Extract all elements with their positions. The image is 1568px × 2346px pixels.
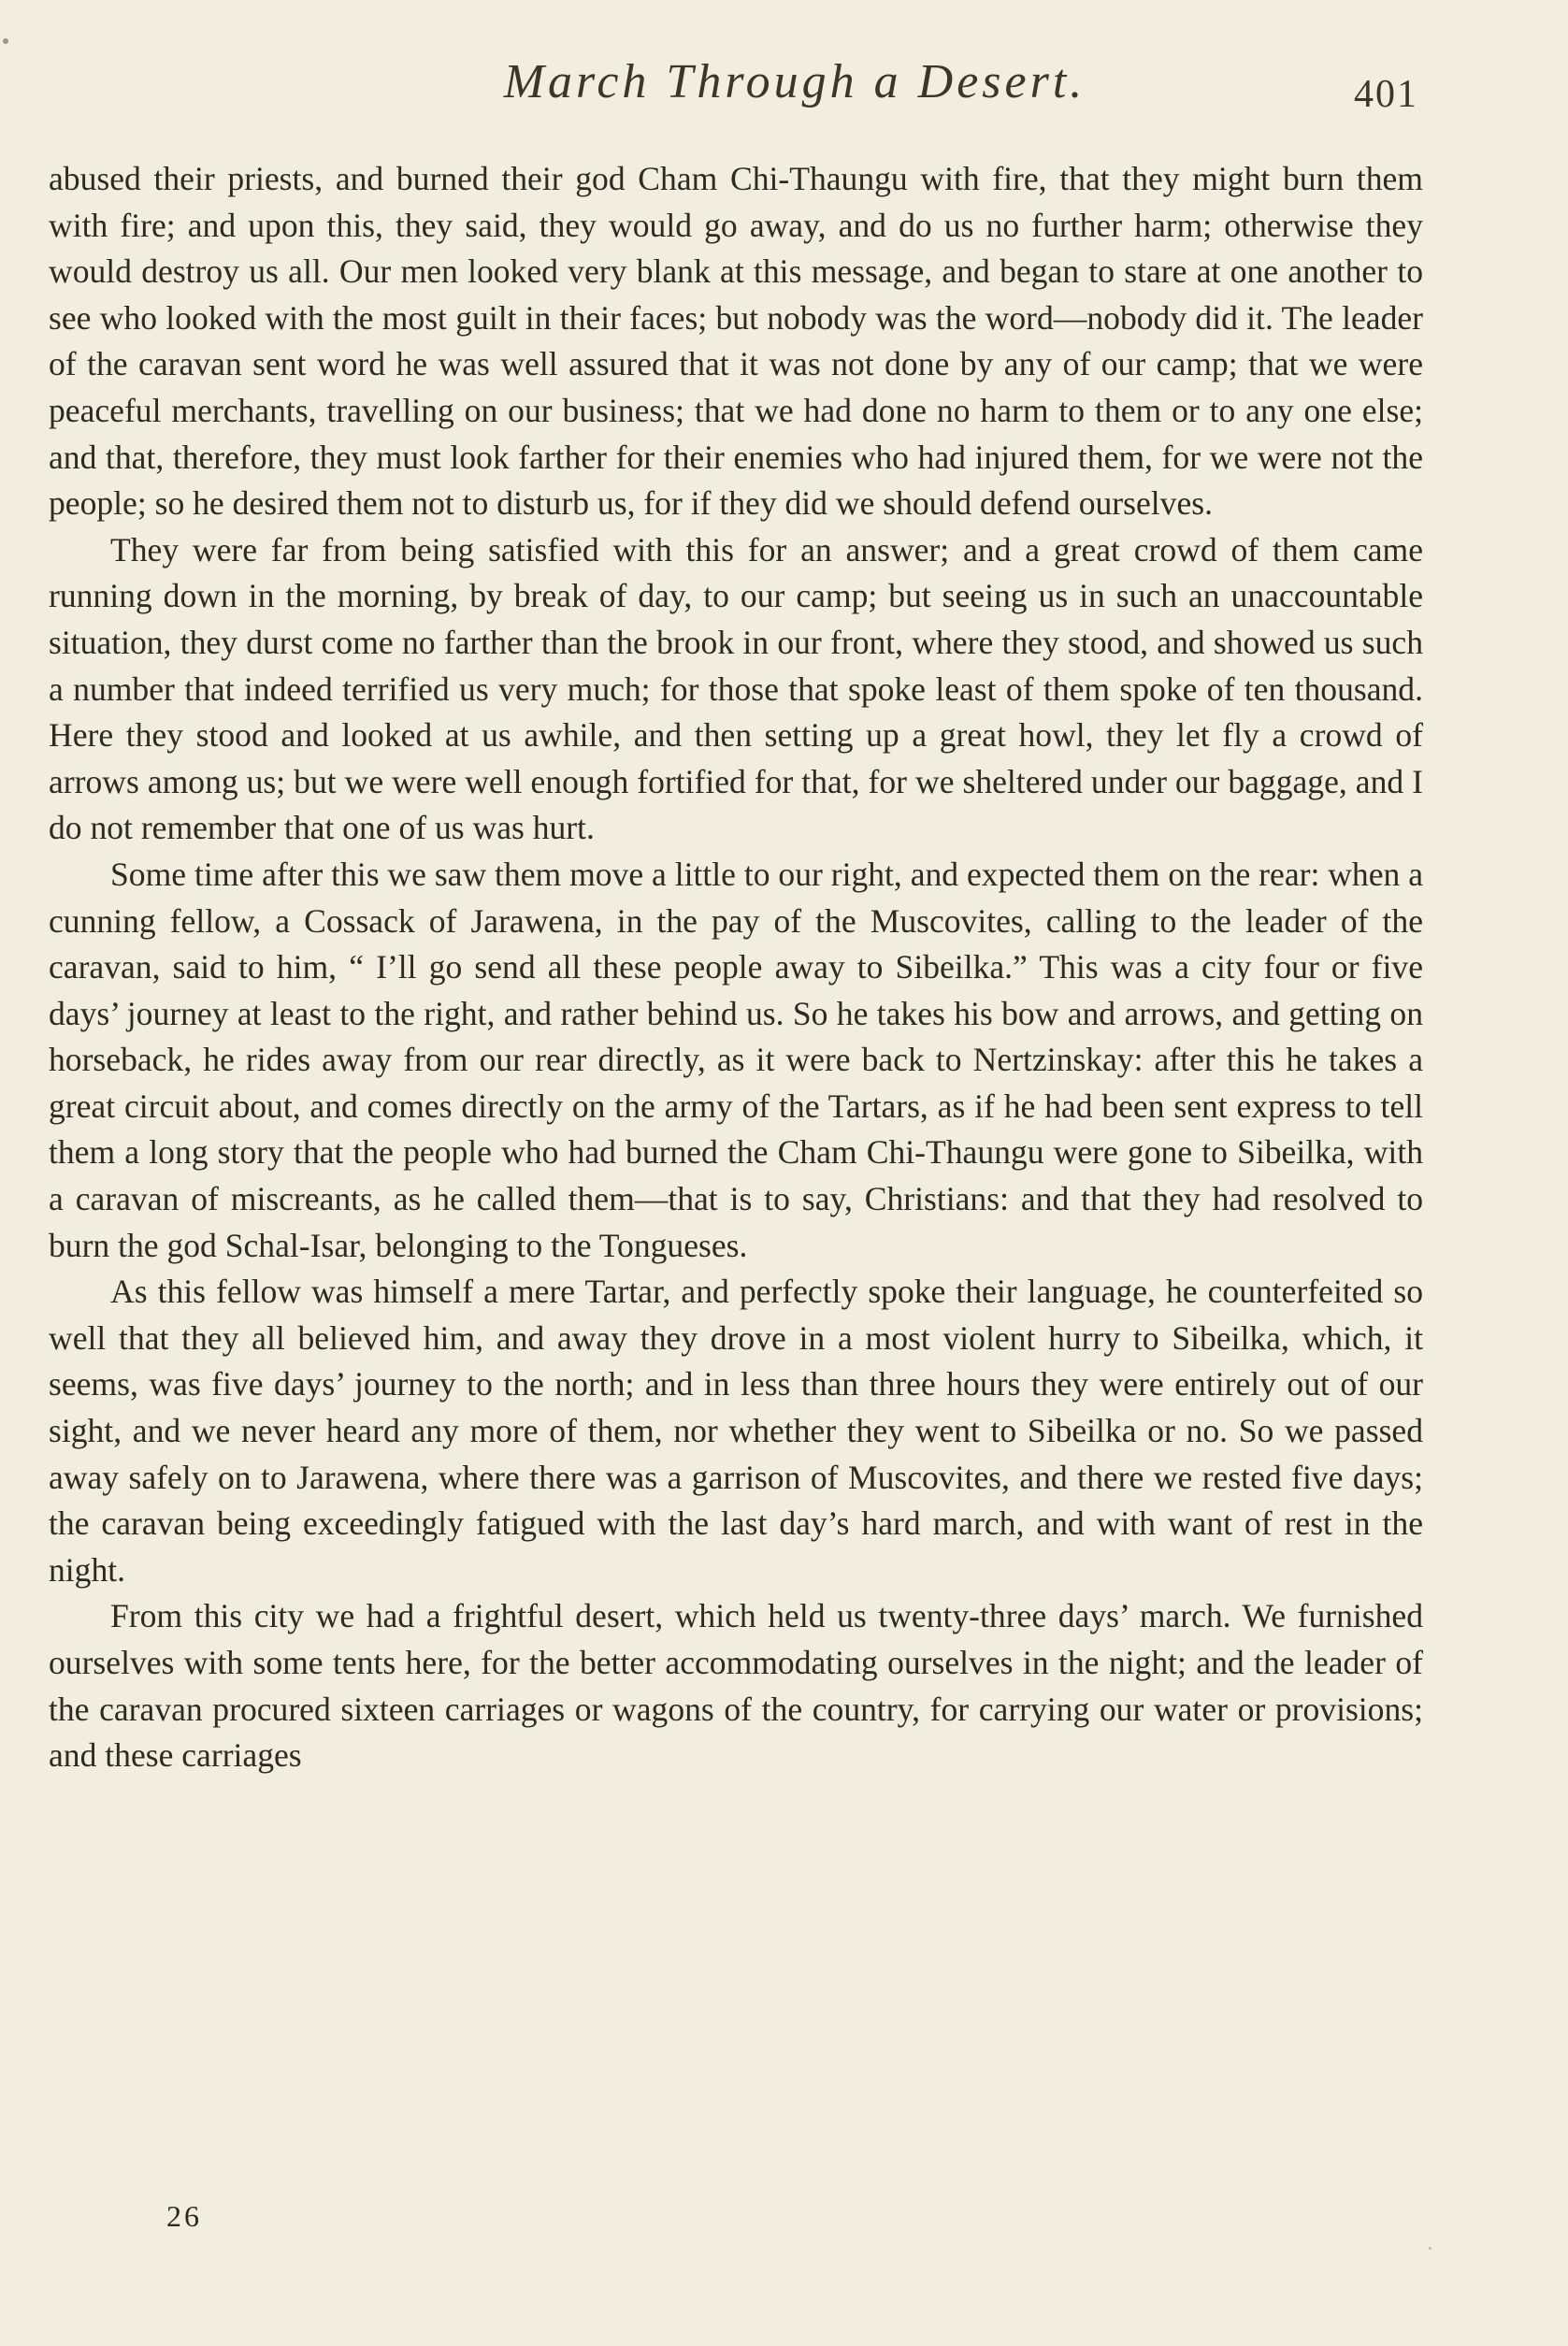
paragraph-5: From this city we had a frightful desert, which held us twenty-three days’ march. We furnished ourselves with some tents here, for the better accommodating ourselves in the night; and the leader of the caravan procured sixteen carriages or wagons of the country, for carrying our water or provisions; and these carriages (49, 1597, 1423, 1775)
page-number: 401 (1354, 73, 1418, 116)
body-text (49, 156, 1423, 1779)
paragraph-3: Some time after this we saw them move a little to our right, and expected them on the rear: when a cunning fellow, a Cossack of Jarawena, in the pay of the Muscovites, calling to the leader of the caravan, said to him, “ I’ll go send all these people away to Sibeilka.” This was a city four or five days’ journey at least to the right, and rather behind us. So he takes his bow and arrows, and getting on horseback, he rides away from our rear directly, as it were back to Nertzinskay: after this he takes a great circuit about, and comes directly on the army of the Tartars, as if he had been sent express to tell them a long story that the people who had burned the Cham Chi-Thaungu were gone to Sibeilka, with a caravan of miscreants, as he called them—that is to say, Christians: and that they had resolved to burn the god Schal-Isar, belonging to the Tongueses. (49, 855, 1423, 1264)
paragraph-2: They were far from being satisfied with this for an answer; and a great crowd of them came running down in the morning, by break of day, to our camp; but seeing us in such an unaccountable situation, they durst come no farther than the brook in our front, where they stood, and showed us such a number that indeed terrified us very much; for those that spoke least of them spoke of ten thousand. Here they stood and looked at us awhile, and then setting up a great howl, they let fly a crowd of arrows among us; but we were well enough fortified for that, for we sheltered under our baggage, and I do not remember that one of us was hurt. (49, 530, 1423, 847)
signature-mark: 26 (166, 2199, 202, 2233)
paragraph-1: abused their priests, and burned their god Cham Chi-Thaungu with fire, that they might burn them with fire; and upon this, they said, they would go away, and do us no further harm; otherwise they would destroy us all. Our men looked very blank at this message, and began to stare at one another to see who looked with the most guilt in their faces; but nobody was the word—nobody did it. The leader of the caravan sent word he was well assured that it was not done by any of our camp; that we were peaceful merchants, travelling on our business; that we had done no harm to them or to any one else; and that, therefore, they must look farther for their enemies who had injured them, for we were not the people; so he desired them not to disturb us, for if they did we should defend ourselves. (49, 160, 1423, 523)
margin-speck (3, 38, 8, 44)
paragraph-4: As this fellow was himself a mere Tartar, and perfectly spoke their language, he counterfeited so well that they all believed him, and away they drove in a most violent hurry to Sibeilka, which, it seems, was five days’ journey to the north; and in less than three hours they were entirely out of our sight, and we never heard any more of them, nor whether they went to Sibeilka or no. So we passed away safely on to Jarawena, where there was a garrison of Muscovites, and there we rested five days; the caravan being exceedingly fatigued with the last day’s hard march, and with want of rest in the night. (49, 1273, 1423, 1589)
running-head: March Through a Desert. (503, 55, 1086, 108)
paper-speck (1429, 2247, 1431, 2250)
